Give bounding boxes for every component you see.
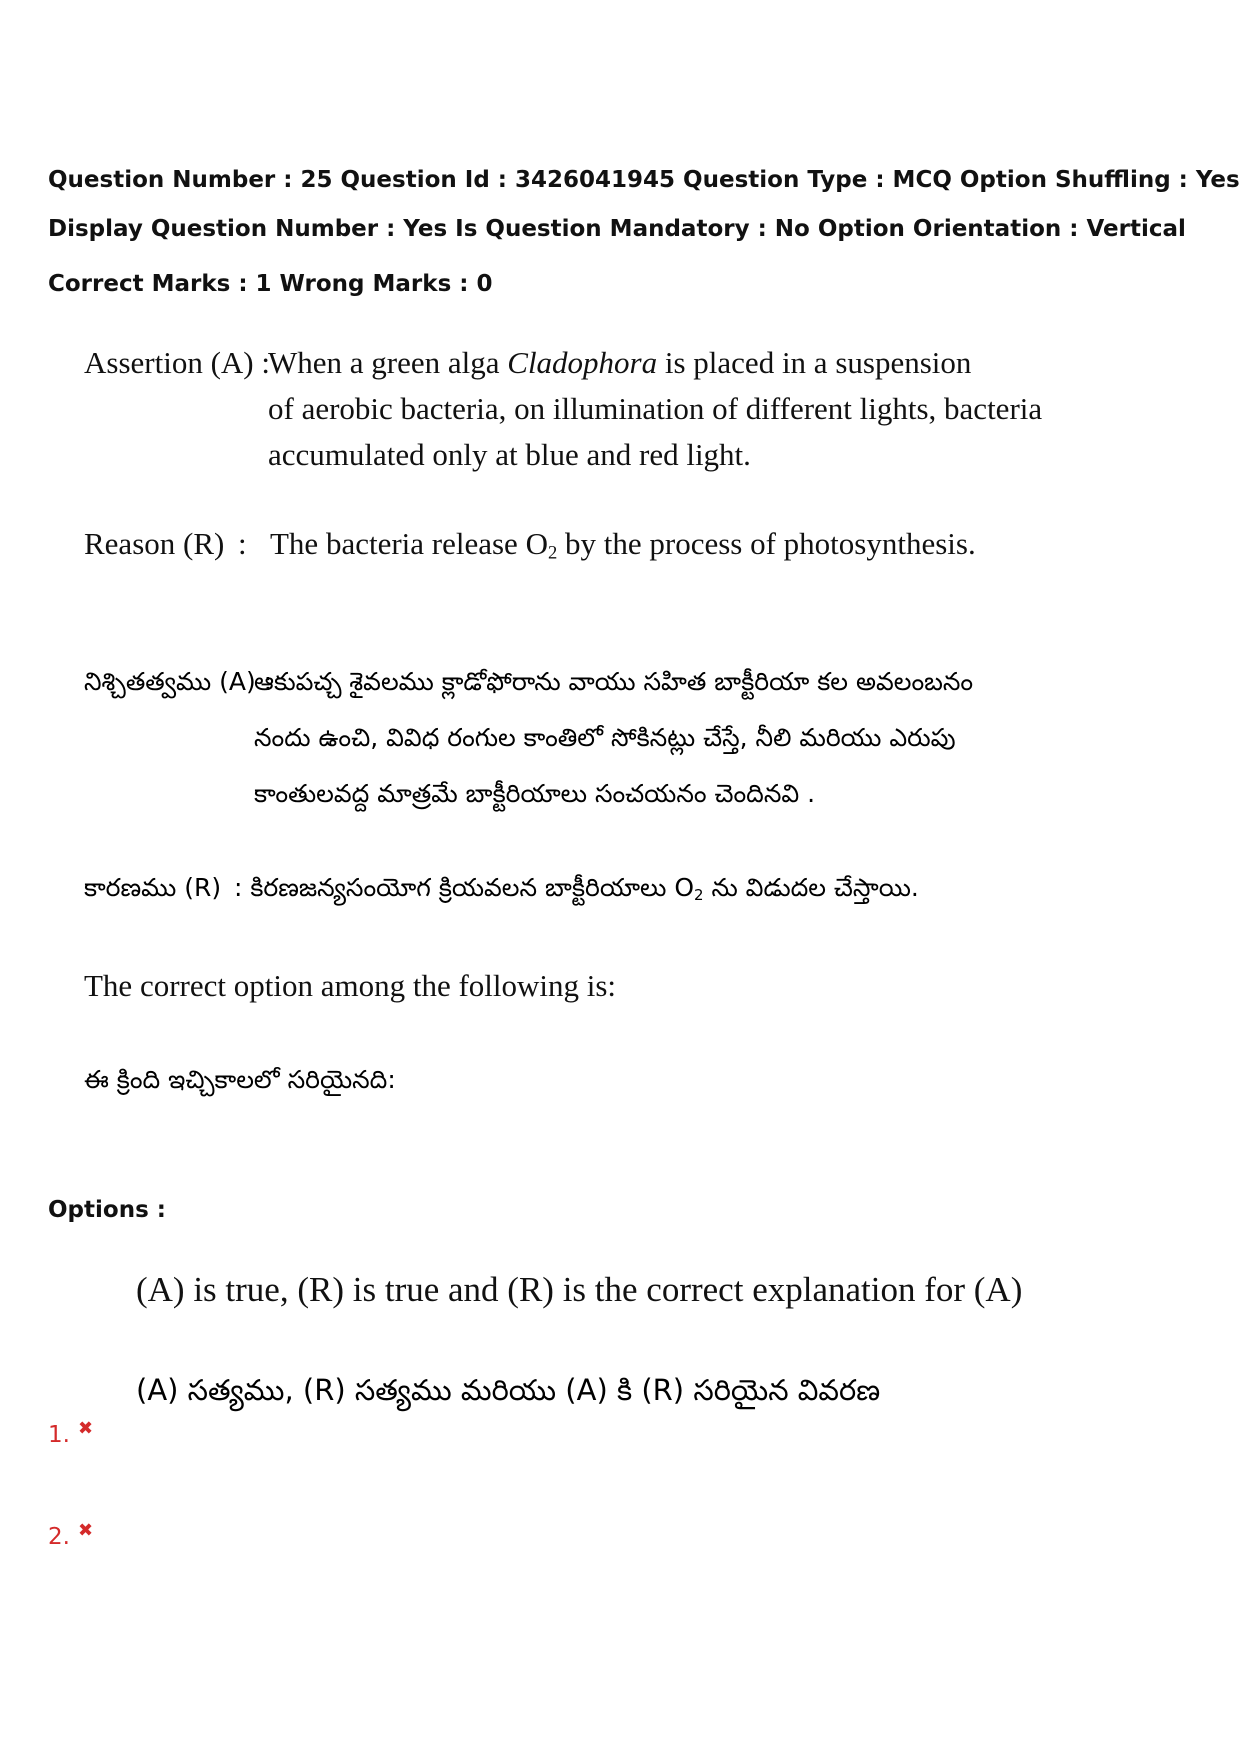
prompt-english: The correct option among the following is:: [84, 968, 617, 1003]
prompt-telugu: ఈ క్రింది ఇచ్చికాలలో సరియైనది:: [84, 1065, 396, 1094]
te-reason-label: కారణము (R): [84, 873, 222, 902]
te-reason-text: : కిరణజన్యసంయోగ క్రియవలన బాక్టీరియాలు $O_2$ ను విడుదల చేస్తాయి.: [234, 873, 919, 904]
reason-text: The bacteria release $O_2$ by the process of photosynthesis.: [270, 526, 976, 564]
te-assertion-line-3: కాంతులవద్ద మాత్రమే బాక్టీరియాలు సంచయనం చెందినవి .: [254, 779, 816, 808]
incorrect-mark-icon: ✖: [78, 1418, 94, 1439]
assertion-text: [268, 340, 1042, 478]
te-assertion-text: [254, 654, 973, 822]
option-1-text-english: (A) is true, (R) is true and (R) is the correct explanation for (A): [136, 1270, 1023, 1309]
assertion-line-1: When a green alga Cladophora is placed in a suspension: [268, 345, 972, 380]
assertion-line-2: of aerobic bacteria, on illumination of different lights, bacteria: [268, 391, 1043, 426]
te-assertion-line-1: ఆకుపచ్చ శైవలము క్లాడోఫోరాను వాయు సహిత బాక్టీరియా కల అవలంబనం: [254, 667, 974, 696]
reason-colon: :: [238, 526, 247, 561]
assertion-line-3: accumulated only at blue and red light.: [268, 437, 751, 472]
option-2-number: 2.: [48, 1524, 70, 1550]
te-assertion-label: నిశ్చితత్వము (A) :: [84, 667, 273, 696]
marks-line: Correct Marks : 1 Wrong Marks : 0: [48, 271, 493, 297]
reason-label: Reason (R): [84, 526, 225, 561]
species-name: Cladophora: [507, 345, 658, 380]
question-meta-line-2: Display Question Number : Yes Is Question Mandatory : No Option Orientation : Vertical: [48, 216, 1186, 242]
assertion-label: Assertion (A) :: [84, 345, 270, 380]
question-meta-line-1: Question Number : 25 Question Id : 3426041945 Question Type : MCQ Option Shuffling : Yes: [48, 167, 1240, 193]
option-1-text-telugu: (A) సత్యము, (R) సత్యము మరియు (A) కి (R) సరియైన వివరణ: [136, 1373, 881, 1407]
incorrect-mark-icon: ✖: [78, 1520, 94, 1541]
options-heading: Options :: [48, 1197, 166, 1223]
option-1-number: 1.: [48, 1422, 70, 1448]
te-assertion-line-2: నందు ఉంచి, వివిధ రంగుల కాంతిలో సోకినట్లు చేస్తే, నీలి మరియు ఎరుపు: [254, 723, 956, 752]
